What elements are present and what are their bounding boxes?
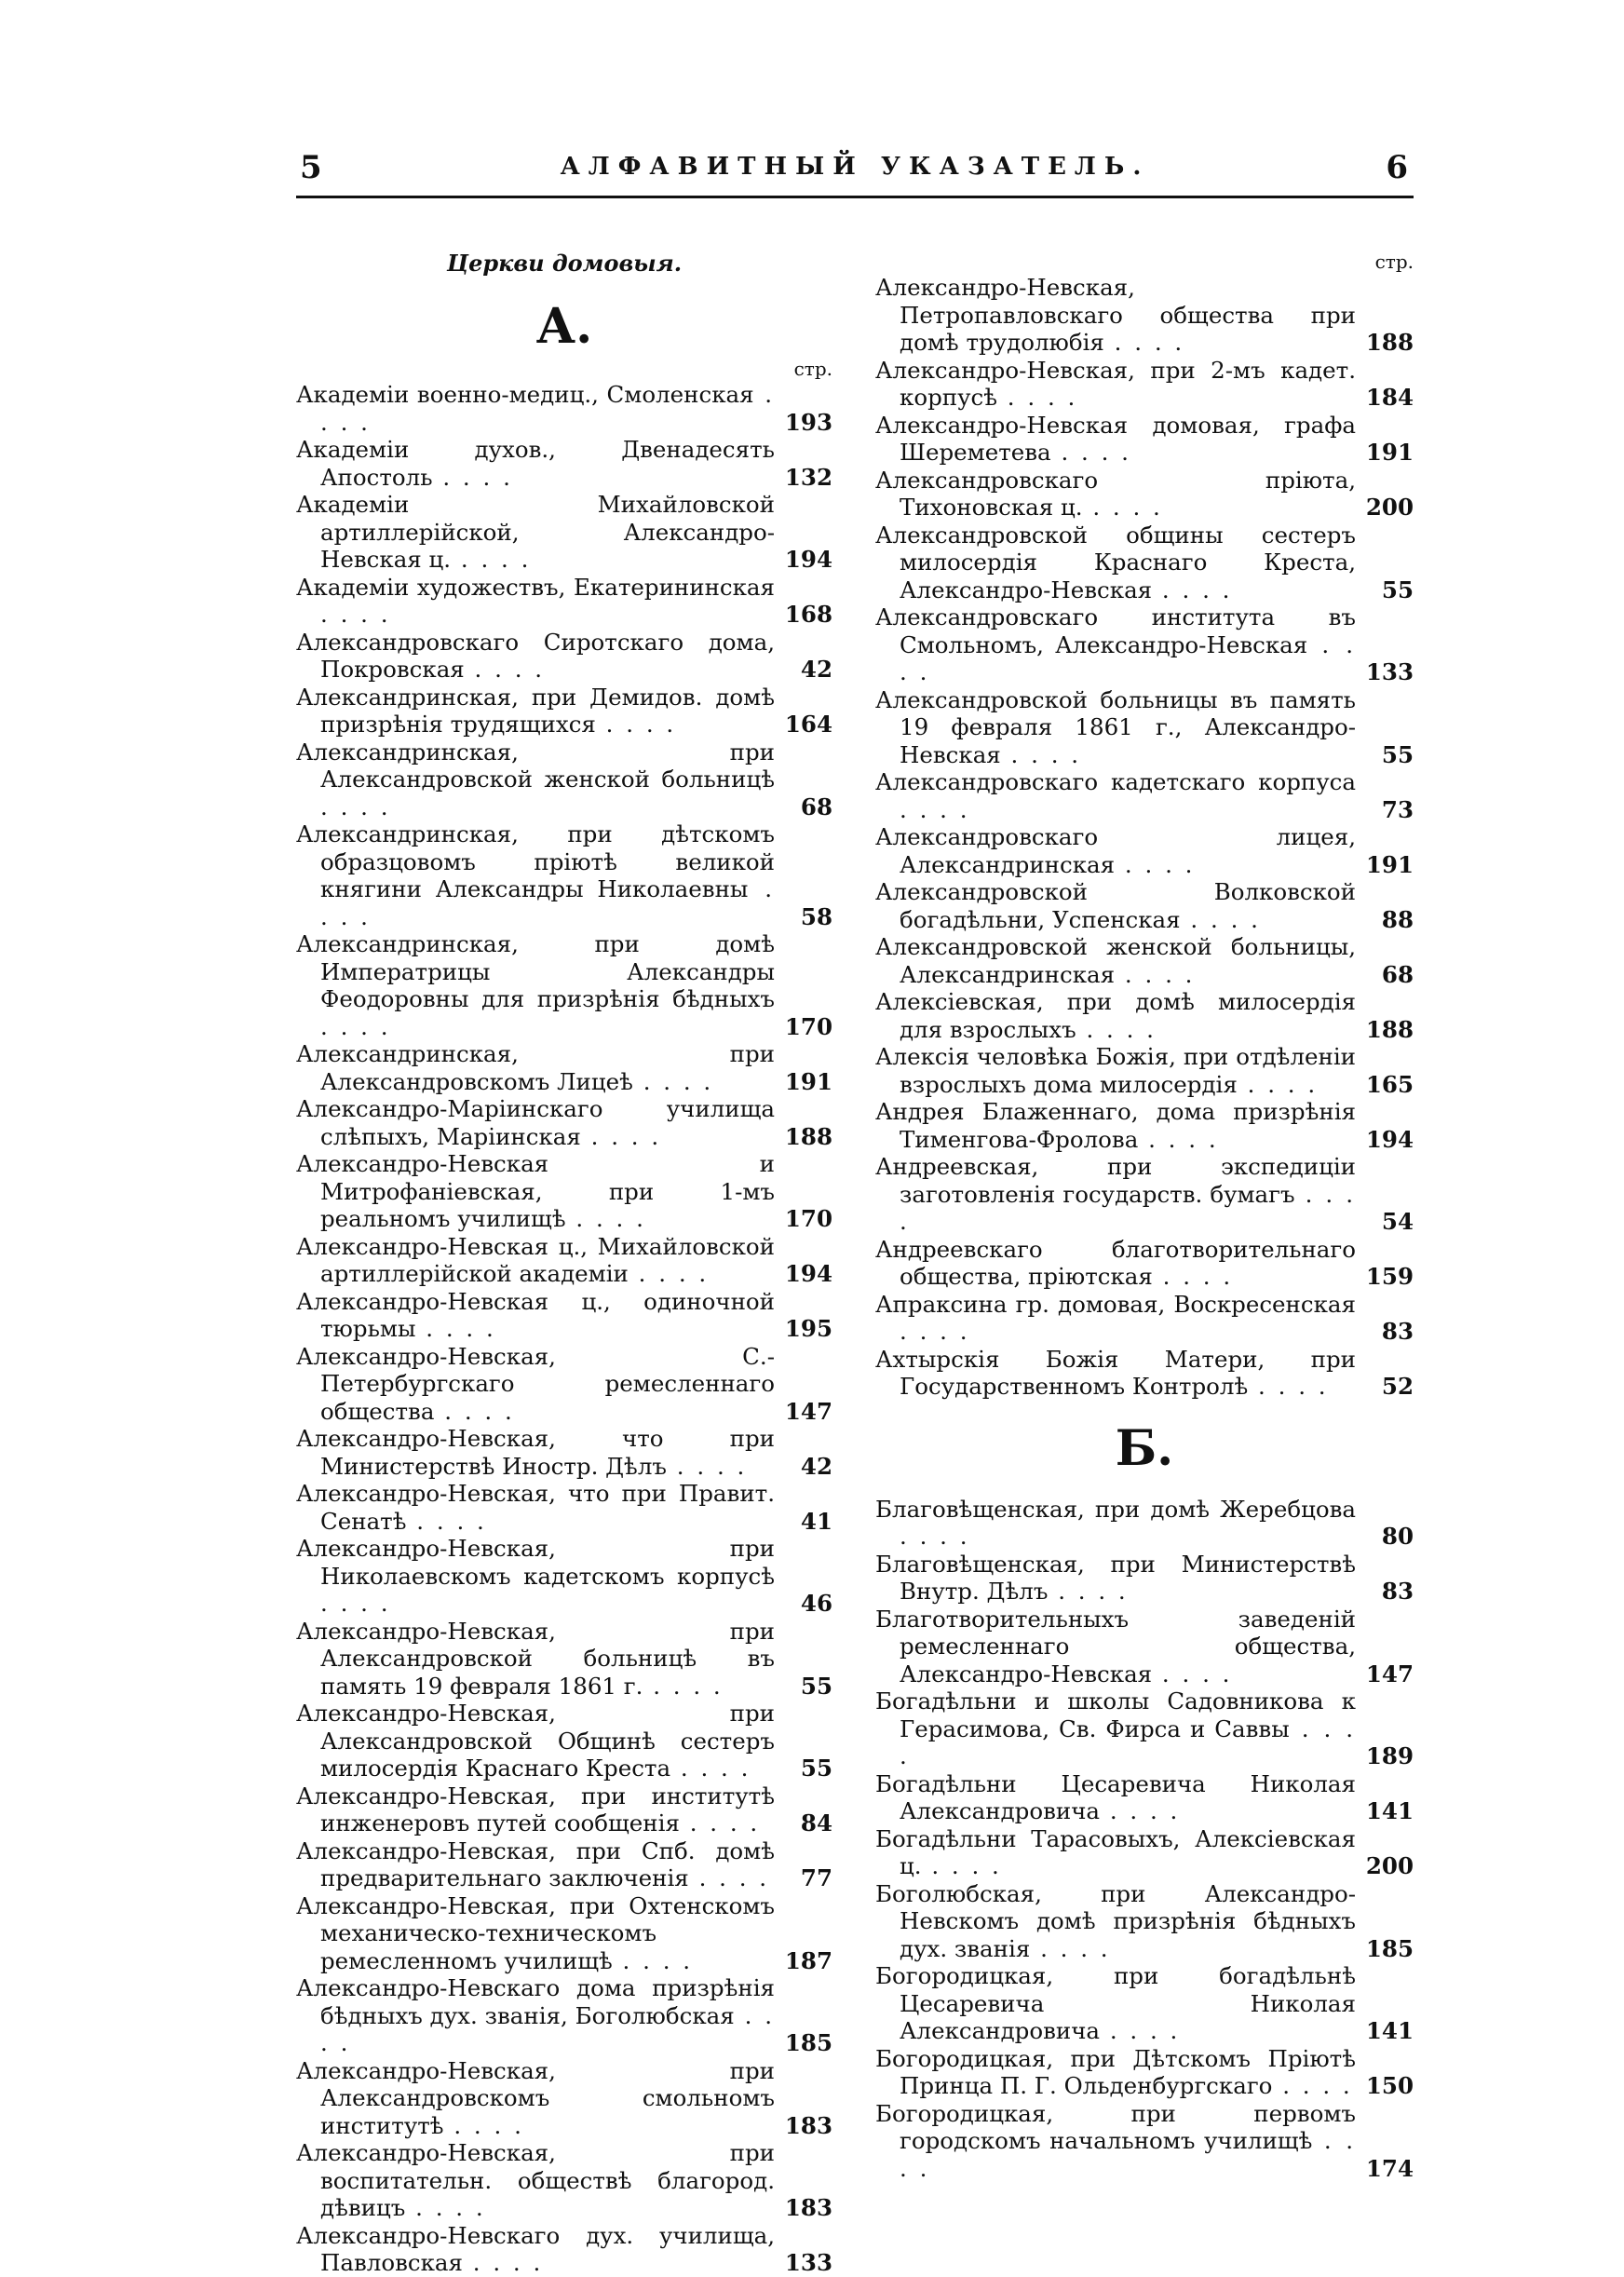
index-entry (875, 467, 1414, 522)
entry-page-number: 133 (784, 2249, 832, 2276)
index-entry (875, 768, 1414, 823)
entry-text: Александро-Маріинскаго училища слѣпыхъ, Маріинская (296, 1095, 775, 1150)
entry-text: Благовѣщенская, при Министерствѣ Внутр. Дѣлъ (875, 1550, 1356, 1605)
dot-leader: . . . . (900, 1318, 970, 1345)
index-entry (875, 603, 1414, 686)
entry-page-number: 147 (784, 1397, 832, 1425)
index-entry (875, 1687, 1414, 1770)
dot-leader: . . . . (900, 1715, 1356, 1769)
entry-page-number: 191 (784, 1067, 832, 1095)
entry-text: Александровской больницы въ память 19 февраля 1861 г., Александро-Невская (875, 685, 1356, 768)
right-column (875, 250, 1414, 2182)
dot-leader: . . . . (1152, 576, 1233, 603)
index-entry (296, 491, 832, 574)
index-entry (296, 2057, 832, 2140)
index-entry (296, 1095, 832, 1150)
dot-leader: . . . . (464, 656, 546, 683)
entry-page-number: 73 (1381, 795, 1414, 823)
entry-page-number: 68 (1381, 960, 1414, 988)
index-entry (296, 1233, 832, 1288)
entry-text: Александровскаго института въ Смольномъ, Александро-Невская (875, 603, 1356, 658)
index-entry (296, 930, 832, 1040)
index-entry (296, 1892, 832, 1975)
entry-page-number: 42 (800, 656, 832, 683)
dot-leader: . . . . (405, 2194, 486, 2221)
entry-page-number: 84 (800, 1809, 832, 1837)
dot-leader: . . . . (670, 1755, 751, 1782)
dot-leader: . . . . (900, 1523, 970, 1550)
dot-leader: . . . . (632, 1067, 714, 1095)
entry-text: Александро-Невская, при Николаевскомъ кадетскомъ корпусѣ (296, 1535, 775, 1590)
entry-text: Александровской Волковской богадѣльни, Успенская (875, 878, 1356, 933)
dot-leader: . . . . (1115, 850, 1196, 878)
dot-leader: . . . . (462, 2249, 544, 2276)
index-entry (875, 357, 1414, 412)
index-entry (296, 739, 832, 821)
entry-text: Богадѣльни Цесаревича Николая Александровича (875, 1769, 1356, 1824)
index-entry (875, 274, 1414, 357)
entry-page-number: 141 (1365, 2017, 1414, 2044)
dot-leader: . . . . (643, 1672, 724, 1700)
index-entry (875, 1291, 1414, 1346)
index-entry (875, 823, 1414, 878)
entry-page-number: 164 (784, 711, 832, 738)
entry-text: Ахтырскія Божія Матери, при Государственномъ Контролѣ (875, 1345, 1356, 1400)
entry-text: Александро-Невская, что при Правит. Сенатѣ (296, 1480, 775, 1535)
running-title: АЛФАВИТНЫЙ УКАЗАТЕЛЬ. (560, 153, 1150, 181)
index-entry (875, 412, 1414, 467)
entry-text: Александро-Невская, что при Министерствѣ Иностр. Дѣлъ (296, 1425, 775, 1480)
entry-text: Александро-Невскаго дух. училища, Павловская (296, 2221, 775, 2276)
entry-page-number: 55 (800, 1672, 832, 1700)
index-entry (875, 1236, 1414, 1291)
entry-text: Александро-Невская и Митрофаніевская, при 1-мъ реальномъ училищѣ (296, 1150, 775, 1232)
index-entry (875, 1153, 1414, 1236)
dot-leader: . . . . (1272, 2072, 1353, 2099)
entry-page-number: 52 (1381, 1373, 1414, 1400)
entry-page-number: 68 (800, 793, 832, 820)
entry-text: Александро-Невская, при институтѣ инженеровъ путей сообщенія (296, 1782, 775, 1837)
dot-leader: . . . . (900, 795, 970, 823)
entry-page-number: 188 (1365, 1015, 1414, 1043)
entry-text: Александро-Невская, при Александровскомъ смольномъ институтѣ (296, 2056, 775, 2139)
entry-text: Александро-Невская, при Спб. домѣ предварительнаго заключенія (296, 1837, 775, 1891)
index-entry (875, 2045, 1414, 2100)
page-number-left: 5 (300, 149, 322, 186)
dot-leader: . . . . (1050, 439, 1131, 466)
entry-page-number: 77 (800, 1864, 832, 1891)
dot-leader: . . . . (921, 1852, 1002, 1879)
entry-text: Александровскаго кадетскаго корпуса (875, 768, 1356, 795)
entry-page-number: 191 (1365, 439, 1414, 466)
dot-leader: . . . . (320, 875, 776, 930)
dot-leader: . . . . (320, 793, 391, 820)
index-entry (875, 1962, 1414, 2045)
index-entry (296, 2139, 832, 2222)
index-entry (875, 1880, 1414, 1963)
entry-page-number: 41 (800, 1507, 832, 1535)
dot-leader: . . . . (900, 630, 1356, 685)
dot-leader: . . . . (1076, 1015, 1157, 1043)
entry-text: Академіи художествъ, Екатерининская (296, 573, 775, 601)
dot-leader: . . . . (1152, 1660, 1233, 1687)
index-entry (296, 2222, 832, 2277)
page-number-right: 6 (1386, 149, 1408, 186)
running-header (296, 149, 1414, 198)
index-entry (296, 574, 832, 629)
dot-leader: . . . . (580, 1122, 662, 1150)
dot-leader: . . . . (679, 1809, 761, 1837)
entry-text: Андрея Блаженнаго, дома призрѣнія Тименгова-Фролова (875, 1098, 1356, 1153)
entry-text: Алексія человѣка Божія, при отдѣленіи взрослыхъ дома милосердія (875, 1043, 1356, 1098)
dot-leader: . . . . (565, 1205, 646, 1232)
dot-leader: . . . . (1152, 1263, 1234, 1290)
entry-text: Боголюбская, при Александро-Невскомъ домѣ призрѣнія бѣдныхъ дух. званія (875, 1879, 1356, 1962)
entry-page-number: 184 (1365, 384, 1414, 411)
dot-leader: . . . . (1103, 329, 1185, 356)
index-entry (875, 1770, 1414, 1825)
letter-heading-b: Б. (1115, 1419, 1174, 1477)
dot-leader: . . . . (451, 546, 532, 573)
left-column (296, 250, 832, 2277)
index-entry (296, 1700, 832, 1782)
entry-page-number: 132 (784, 463, 832, 491)
dot-leader: . . . . (415, 1315, 496, 1342)
entry-page-number: 194 (784, 546, 832, 573)
entry-page-number: 55 (800, 1755, 832, 1782)
index-entry (296, 381, 832, 436)
index-entry (296, 1974, 832, 2057)
entry-page-number: 159 (1365, 1263, 1414, 1290)
entry-text: Богородицкая, при первомъ городскомъ начальномъ училищѣ (875, 2099, 1356, 2154)
index-entry (875, 1551, 1414, 1606)
index-entry (296, 1343, 832, 1426)
page-column-label: стр. (1374, 251, 1414, 273)
dot-leader: . . . . (900, 2127, 1356, 2182)
index-entry (875, 988, 1414, 1043)
entry-text: Александринская, при Александровской женской больницѣ (296, 738, 775, 793)
entry-text: Алексіевская, при домѣ милосердія для взрослыхъ (875, 988, 1356, 1043)
dot-leader: . . . . (1100, 1797, 1181, 1824)
dot-leader: . . . . (1237, 1070, 1319, 1098)
entry-text: Александринская, при домѣ Императрицы Александры Феодоровны для призрѣнія бѣдныхъ (296, 930, 775, 1012)
index-entry (875, 2100, 1414, 2183)
entry-page-number: 80 (1381, 1523, 1414, 1550)
entry-page-number: 147 (1365, 1660, 1414, 1687)
dot-leader: . . . . (1180, 905, 1261, 933)
entry-page-number: 42 (800, 1452, 832, 1480)
entry-page-number: 185 (1365, 1934, 1414, 1962)
dot-leader: . . . . (997, 384, 1078, 411)
dot-leader: . . . . (443, 2111, 524, 2139)
dot-leader: . . . . (688, 1864, 770, 1891)
index-list (875, 274, 1414, 1401)
index-entry (875, 1346, 1414, 1401)
dot-leader: . . . . (1030, 1934, 1111, 1962)
entry-page-number: 183 (784, 2194, 832, 2221)
entry-text: Александро-Невская, при Александровской больницѣ въ память 19 февраля 1861 г. (296, 1617, 775, 1700)
index-entry (296, 1782, 832, 1837)
entry-text: Богадѣльни Тарасовыхъ, Алексіевская ц. (875, 1824, 1356, 1879)
index-entry (875, 1098, 1414, 1153)
dot-leader: . . . . (900, 1180, 1356, 1235)
entry-text: Александро-Невская ц., одиночной тюрьмы (296, 1287, 775, 1342)
entry-page-number: 200 (1365, 494, 1414, 521)
entry-text: Александринская, при Демидов. домѣ призрѣнія трудящихся (296, 683, 775, 738)
index-entry (875, 933, 1414, 988)
entry-page-number: 194 (1365, 1125, 1414, 1153)
dot-leader: . . . . (434, 1397, 515, 1425)
index-list (875, 1496, 1414, 2183)
dot-leader: . . . . (1100, 2017, 1181, 2044)
entry-text: Александровскаго лицея, Александринская (875, 823, 1356, 878)
entry-text: Александро-Невская, при Охтенскомъ механическо-техническомъ ремесленномъ училищѣ (296, 1891, 775, 1974)
entry-text: Академіи военно-медиц., Смоленская (296, 381, 754, 408)
index-entry (875, 686, 1414, 769)
entry-page-number: 187 (784, 1946, 832, 1974)
entry-text: Александринская, при дѣтскомъ образцовомъ пріютѣ великой княгини Александры Николаевны (296, 820, 775, 902)
index-list (296, 381, 832, 2277)
entry-page-number: 58 (800, 902, 832, 930)
index-entry (296, 1040, 832, 1095)
entry-page-number: 55 (1381, 740, 1414, 768)
dot-leader: . . . . (1000, 740, 1082, 768)
entry-text: Александро-Невскаго дома призрѣнія бѣдныхъ дух. званія, Боголюбская (296, 1974, 775, 2029)
index-entry (296, 1480, 832, 1535)
entry-page-number: 133 (1365, 658, 1414, 685)
entry-text: Богородицкая, при богадѣльнѣ Цесаревича Николая Александровича (875, 1962, 1356, 2044)
entry-page-number: 168 (784, 601, 832, 628)
entry-page-number: 165 (1365, 1070, 1414, 1098)
dot-leader: . . . . (432, 463, 513, 491)
entry-text: Апраксина гр. домовая, Воскресенская (875, 1290, 1356, 1318)
entry-page-number: 183 (784, 2111, 832, 2139)
entry-text: Александро-Невская, Петропавловскаго общества при домѣ трудолюбія (875, 274, 1356, 356)
section-title: Церкви домовыя. (446, 250, 683, 277)
dot-leader: . . . . (628, 1260, 710, 1287)
entry-page-number: 55 (1381, 576, 1414, 603)
index-entry (296, 629, 832, 684)
entry-page-number: 188 (784, 1122, 832, 1150)
entry-page-number: 54 (1381, 1208, 1414, 1235)
entry-page-number: 83 (1381, 1578, 1414, 1605)
entry-text: Богадѣльни и школы Садовникова к Герасимова, Св. Фирса и Саввы (875, 1687, 1356, 1742)
letter-heading-a: А. (535, 298, 593, 355)
entry-text: Александро-Невская, при Александровской Общинѣ сестеръ милосердія Краснаго Креста (296, 1700, 775, 1782)
index-entry (296, 1837, 832, 1892)
index-entry (875, 1043, 1414, 1098)
entry-text: Александровскаго пріюта, Тихоновская ц. (875, 466, 1356, 521)
entry-page-number: 174 (1365, 2154, 1414, 2182)
entry-text: Александровскаго Сиротскаго дома, Покровская (296, 628, 775, 683)
entry-text: Благотворительныхъ заведеній ремесленнаго общества, Александро-Невская (875, 1605, 1356, 1687)
dot-leader: . . . . (320, 1590, 391, 1617)
entry-text: Александро-Невская домовая, графа Шереметева (875, 411, 1356, 466)
dot-leader: . . . . (320, 381, 775, 436)
entry-text: Благовѣщенская, при домѣ Жеребцова (875, 1495, 1356, 1523)
dot-leader: . . . . (1248, 1373, 1329, 1400)
index-entry (296, 1150, 832, 1233)
dot-leader: . . . . (1082, 494, 1163, 521)
entry-text: Александринская, при Александровскомъ Лицеѣ (296, 1040, 775, 1095)
index-entry (296, 1288, 832, 1343)
entry-page-number: 193 (784, 408, 832, 436)
entry-text: Андреевская, при экспедиціи заготовленія государств. бумагъ (875, 1153, 1356, 1208)
entry-text: Александровской общины сестеръ милосердія Краснаго Креста, Александро-Невская (875, 521, 1356, 603)
index-entry (296, 684, 832, 739)
entry-page-number: 200 (1365, 1852, 1414, 1879)
index-entry (296, 436, 832, 491)
dot-leader: . . . . (320, 601, 391, 628)
index-entry (875, 1606, 1414, 1688)
dot-leader: . . . . (320, 2001, 775, 2056)
index-entry (296, 1425, 832, 1480)
entry-page-number: 83 (1381, 1318, 1414, 1345)
entry-page-number: 46 (800, 1590, 832, 1617)
entry-text: Александро-Невская, при 2-мъ кадет. корпусѣ (875, 356, 1356, 411)
entry-page-number: 188 (1365, 329, 1414, 356)
dot-leader: . . . . (612, 1946, 694, 1974)
entry-page-number: 185 (784, 2029, 832, 2056)
index-entry (296, 820, 832, 930)
dot-leader: . . . . (1115, 960, 1196, 988)
dot-leader: . . . . (320, 1012, 391, 1040)
entry-page-number: 195 (784, 1315, 832, 1342)
dot-leader: . . . . (595, 711, 677, 738)
entry-page-number: 141 (1365, 1797, 1414, 1824)
entry-text: Александро-Невская, при воспитательн. обществѣ благород. дѣвицъ (296, 2139, 775, 2221)
entry-text: Александро-Невская, С.-Петербургскаго ремесленнаго общества (296, 1342, 775, 1425)
index-entry (875, 1825, 1414, 1880)
entry-text: Академіи духов., Двенадесять Апостоль (296, 436, 775, 491)
entry-page-number: 150 (1365, 2072, 1414, 2099)
dot-leader: . . . . (1048, 1578, 1129, 1605)
entry-page-number: 194 (784, 1260, 832, 1287)
page-column-label: стр. (793, 358, 832, 380)
index-entry (296, 1535, 832, 1618)
dot-leader: . . . . (667, 1452, 748, 1480)
entry-page-number: 170 (784, 1205, 832, 1232)
entry-page-number: 191 (1365, 850, 1414, 878)
index-entry (296, 1618, 832, 1701)
entry-text: Александро-Невская ц., Михайловской артиллерійской академіи (296, 1232, 775, 1287)
entry-text: Академіи Михайловской артиллерійской, Александро-Невская ц. (296, 491, 775, 573)
entry-text: Александровской женской больницы, Александринская (875, 933, 1356, 988)
dot-leader: . . . . (406, 1507, 487, 1535)
index-entry (875, 522, 1414, 604)
entry-page-number: 189 (1365, 1742, 1414, 1769)
entry-page-number: 88 (1381, 905, 1414, 933)
entry-page-number: 170 (784, 1012, 832, 1040)
entry-text: Андреевскаго благотворительнаго общества, пріютская (875, 1235, 1356, 1290)
dot-leader: . . . . (1138, 1125, 1219, 1153)
index-entry (875, 878, 1414, 933)
entry-text: Богородицкая, при Дѣтскомъ Пріютѣ Принца П. Г. Ольденбургскаго (875, 2044, 1356, 2099)
index-entry (875, 1496, 1414, 1551)
